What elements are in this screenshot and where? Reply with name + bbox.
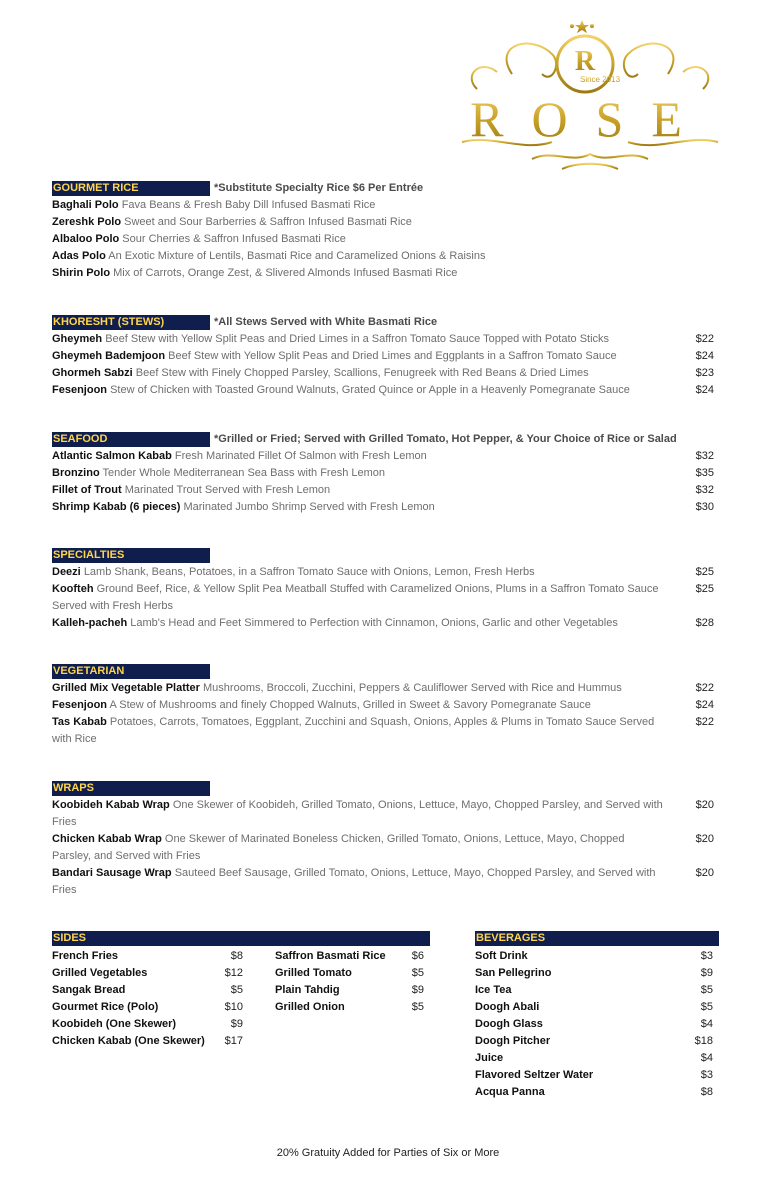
menu-item-name: Shirin Polo — [52, 267, 111, 279]
menu-item — [52, 248, 720, 265]
text: Grilled Vegetables — [52, 967, 148, 979]
text: $8 — [230, 950, 243, 962]
menu-item — [52, 865, 720, 899]
text: $5 — [700, 1001, 713, 1013]
text: San Pellegrino — [475, 967, 552, 979]
menu-item-description: Sauteed Beef Sausage, Grilled Tomato, Onions, Lettuce, Mayo, Chopped Parsley, and Served with Fries — [52, 867, 656, 896]
menu-item — [52, 482, 720, 499]
menu-item-description: Mushrooms, Broccoli, Zucchini, Peppers & Cauliflower Served with Rice and Hummus — [203, 682, 622, 694]
section-specialties — [52, 548, 720, 632]
section-beverages — [475, 931, 719, 1101]
menu-item-name: Gheymeh — [52, 333, 103, 345]
section-header: KHORESHT (STEWS) — [52, 315, 210, 330]
text: $6 — [411, 950, 424, 962]
menu-item-name: Kalleh-pacheh — [52, 617, 128, 629]
text: Ice Tea — [475, 984, 512, 996]
text: $9 — [411, 984, 424, 996]
menu-item-price: $32 — [695, 484, 714, 496]
menu-item-price: $23 — [695, 367, 714, 379]
text: $3 — [700, 950, 713, 962]
menu-item — [52, 348, 720, 365]
menu-item — [52, 499, 720, 516]
beverage-item — [475, 1084, 719, 1101]
sides-column-1 — [52, 948, 243, 1050]
menu-item-name: Bandari Sausage Wrap — [52, 867, 172, 879]
text: $3 — [700, 1069, 713, 1081]
menu-item — [52, 331, 720, 348]
menu-item-description: One Skewer of Koobideh, Grilled Tomato, Onions, Lettuce, Mayo, Chopped Parsley, and Served with Fries — [52, 799, 663, 828]
menu-item-price: $22 — [695, 333, 714, 345]
menu-item-description: Fava Beans & Fresh Baby Dill Infused Basmati Rice — [121, 199, 376, 211]
text: Gourmet Rice (Polo) — [52, 1001, 159, 1013]
side-item — [52, 965, 243, 982]
menu-item-name: Shrimp Kabab (6 pieces) — [52, 501, 181, 513]
menu-item — [52, 680, 720, 697]
menu-item-description: Fresh Marinated Fillet Of Salmon with Fresh Lemon — [174, 450, 427, 462]
menu-item-description: Mix of Carrots, Orange Zest, & Slivered Almonds Infused Basmati Rice — [113, 267, 458, 279]
side-item — [275, 965, 424, 982]
text: $9 — [230, 1018, 243, 1030]
menu-item-price: $22 — [695, 682, 714, 694]
menu-item-description: Beef Stew with Finely Chopped Parsley, Scallions, Fenugreek with Red Beans & Dried Limes — [135, 367, 589, 379]
menu-item-price: $24 — [695, 699, 714, 711]
menu-item-name: Koobideh Kabab Wrap — [52, 799, 170, 811]
beverage-item — [475, 948, 719, 965]
section-note: *All Stews Served with White Basmati Rice — [214, 316, 438, 328]
section-wraps — [52, 781, 720, 899]
menu-item-price: $25 — [695, 583, 714, 595]
menu-item-description: Lamb's Head and Feet Simmered to Perfection with Cinnamon, Onions, Garlic and other Vegetables — [130, 617, 618, 629]
section-header: SPECIALTIES — [52, 548, 210, 563]
beverage-item — [475, 999, 719, 1016]
text: $5 — [700, 984, 713, 996]
side-item — [52, 982, 243, 999]
menu-item-name: Baghali Polo — [52, 199, 119, 211]
beverage-item — [475, 1016, 719, 1033]
menu-item-name: Chicken Kabab Wrap — [52, 833, 162, 845]
section-header: SEAFOOD — [52, 432, 210, 447]
side-item — [275, 948, 424, 965]
menu-item-description: Beef Stew with Yellow Split Peas and Dried Limes in a Saffron Tomato Sauce Topped with Potato Sticks — [105, 333, 610, 345]
menu-item-price: $25 — [695, 566, 714, 578]
menu-item — [52, 214, 720, 231]
section-note: *Substitute Specialty Rice $6 Per Entrée — [214, 182, 424, 194]
logo-emblem-letter: R — [574, 46, 596, 77]
menu-item-description: Marinated Jumbo Shrimp Served with Fresh Lemon — [183, 501, 435, 513]
text: Doogh Glass — [475, 1018, 543, 1030]
text: Koobideh (One Skewer) — [52, 1018, 177, 1030]
text: $8 — [700, 1086, 713, 1098]
sides-column-2 — [275, 948, 424, 1016]
section-note: *Grilled or Fried; Served with Grilled Tomato, Hot Pepper, & Your Choice of Rice or Salad — [214, 433, 677, 445]
text: $4 — [700, 1052, 713, 1064]
text: Acqua Panna — [475, 1086, 545, 1098]
section-header: WRAPS — [52, 781, 210, 796]
text: Grilled Tomato — [275, 967, 352, 979]
beverage-item — [475, 1050, 719, 1067]
text: $12 — [224, 967, 243, 979]
menu-item-name: Fillet of Trout — [52, 484, 122, 496]
side-item — [52, 1033, 243, 1050]
text: Sangak Bread — [52, 984, 126, 996]
beverage-item — [475, 982, 719, 999]
text: $10 — [224, 1001, 243, 1013]
beverage-item — [475, 965, 719, 982]
menu-item-price: $32 — [695, 450, 714, 462]
menu-item-description: Tender Whole Mediterranean Sea Bass with Fresh Lemon — [102, 467, 386, 479]
menu-item-name: Deezi — [52, 566, 81, 578]
text: $5 — [411, 1001, 424, 1013]
menu-item-description: Lamb Shank, Beans, Potatoes, in a Saffron Tomato Sauce with Onions, Lemon, Fresh Herbs — [83, 566, 535, 578]
menu-item-name: Bronzino — [52, 467, 100, 479]
text: Soft Drink — [475, 950, 528, 962]
menu-item — [52, 697, 720, 714]
menu-item — [52, 382, 720, 399]
menu-item-name: Tas Kabab — [52, 716, 107, 728]
menu-item-description: Potatoes, Carrots, Tomatoes, Eggplant, Zucchini and Squash, Onions, Apples & Plums in Tomato Sauce Served with Rice — [52, 716, 655, 745]
menu-item-price: $22 — [695, 716, 714, 728]
menu-item-price: $28 — [695, 617, 714, 629]
menu-item-price: $20 — [695, 833, 714, 845]
menu-item-price: $24 — [695, 384, 714, 396]
side-item — [275, 999, 424, 1016]
menu-item-name: Ghormeh Sabzi — [52, 367, 133, 379]
menu-item-name: Fesenjoon — [52, 699, 108, 711]
menu-item-name: Zereshk Polo — [52, 216, 122, 228]
side-item — [52, 948, 243, 965]
menu-item-description: Ground Beef, Rice, & Yellow Split Pea Meatball Stuffed with Caramelized Onions, Plums in a Saffron Tomato Sauce Served with Fresh Herbs — [52, 583, 659, 612]
menu-item-description: One Skewer of Marinated Boneless Chicken, Grilled Tomato, Onions, Lettuce, Mayo, Chopped Parsley, and Served with Fries — [52, 833, 625, 862]
section-sides — [52, 931, 430, 1047]
menu-item — [52, 231, 720, 248]
menu-item-description: Sweet and Sour Barberries & Saffron Infused Basmati Rice — [124, 216, 412, 228]
section-header: VEGETARIAN — [52, 664, 210, 679]
section-gourmet-rice — [52, 181, 720, 282]
menu-item — [52, 564, 720, 581]
section-seafood — [52, 432, 720, 516]
menu-item-name: Koofteh — [52, 583, 94, 595]
menu-item-description: Marinated Trout Served with Fresh Lemon — [124, 484, 331, 496]
text: French Fries — [52, 950, 119, 962]
section-header: GOURMET RICE — [52, 181, 210, 196]
menu-item-price: $20 — [695, 799, 714, 811]
gratuity-note: 20% Gratuity Added for Parties of Six or More — [276, 1147, 500, 1159]
menu-item-price: $35 — [695, 467, 714, 479]
text: Doogh Abali — [475, 1001, 540, 1013]
menu-item — [52, 581, 720, 615]
text: $17 — [224, 1035, 243, 1047]
section-khoresht — [52, 315, 720, 399]
section-vegetarian — [52, 664, 720, 748]
side-item — [52, 1016, 243, 1033]
menu-item — [52, 265, 720, 282]
text: Flavored Seltzer Water — [475, 1069, 594, 1081]
text: Plain Tahdig — [275, 984, 340, 996]
text: Juice — [475, 1052, 504, 1064]
side-item — [52, 999, 243, 1016]
menu-item — [52, 714, 720, 748]
menu-item — [52, 615, 720, 632]
text: $4 — [700, 1018, 713, 1030]
menu-item — [52, 465, 720, 482]
menu-item — [52, 797, 720, 831]
menu-item-price: $24 — [695, 350, 714, 362]
menu-item-name: Albaloo Polo — [52, 233, 120, 245]
menu-item-description: An Exotic Mixture of Lentils, Basmati Rice and Caramelized Onions & Raisins — [108, 250, 486, 262]
text: $9 — [700, 967, 713, 979]
text: Grilled Onion — [275, 1001, 345, 1013]
menu-item-name: Adas Polo — [52, 250, 106, 262]
menu-item-description: Stew of Chicken with Toasted Ground Walnuts, Grated Quince or Apple in a Heavenly Pomegranate Sauce — [110, 384, 630, 396]
side-item — [275, 982, 424, 999]
menu-item — [52, 197, 720, 214]
menu-item-price: $30 — [695, 501, 714, 513]
menu-item-price: $20 — [695, 867, 714, 879]
text: Doogh Pitcher — [475, 1035, 551, 1047]
menu-item — [52, 448, 720, 465]
menu-item-name: Fesenjoon — [52, 384, 108, 396]
menu-item-name: Atlantic Salmon Kabab — [52, 450, 172, 462]
text: $5 — [411, 967, 424, 979]
text: $5 — [230, 984, 243, 996]
menu-item-description: A Stew of Mushrooms and finely Chopped Walnuts, Grilled in Sweet & Savory Pomegranate Sauce — [109, 699, 591, 711]
beverage-item — [475, 1033, 719, 1050]
menu-item — [52, 831, 720, 865]
menu-item — [52, 365, 720, 382]
menu-item-description: Sour Cherries & Saffron Infused Basmati Rice — [122, 233, 346, 245]
logo-since-text: Since 2013 — [579, 75, 621, 84]
beverage-item — [475, 1067, 719, 1084]
text: Chicken Kabab (One Skewer) — [52, 1035, 205, 1047]
menu-item-name: Gheymeh Bademjoon — [52, 350, 166, 362]
logo-wordmark: ROSE — [470, 91, 710, 147]
section-header: BEVERAGES — [475, 931, 719, 946]
rose-logo — [452, 14, 728, 174]
text: $18 — [694, 1035, 713, 1047]
menu-item-name: Grilled Mix Vegetable Platter — [52, 682, 200, 694]
section-header: SIDES — [52, 931, 430, 946]
menu-item-description: Beef Stew with Yellow Split Peas and Dried Limes and Eggplants in a Saffron Tomato Sauce — [168, 350, 617, 362]
text: Saffron Basmati Rice — [275, 950, 386, 962]
